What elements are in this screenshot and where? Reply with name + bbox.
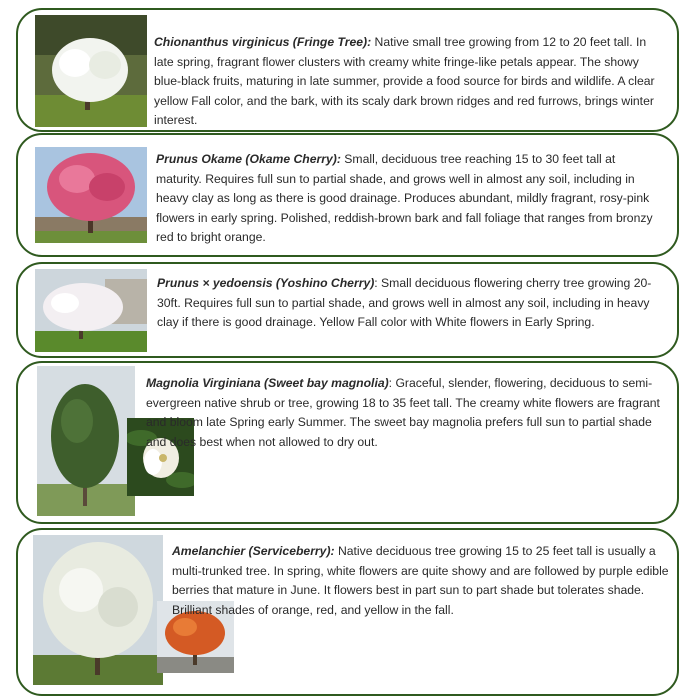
okame-cherry-description: Small, deciduous tree reaching 15 to 30 feet tall at maturity. Requires full sun to partial shade, and grows well in almost any soil, including in heavy clay as long as there is good drainage. Produces abundant, mildly fragrant, rosy-pink flowers in early spring. Polished, reddish-brown bark and fall foliage that ranges from bronzy red to bright orange.	[156, 152, 653, 244]
sweet-bay-magnolia-name: Magnolia Virginiana (Sweet bay magnolia)	[146, 376, 389, 390]
yoshino-cherry-description: : Small deciduous flowering cherry tree growing 20-30ft. Requires full sun to partial shade, and grows well in almost any soil, including in heavy clay if there is good drainage. Yellow Fall color with White flowers in Early Spring.	[157, 276, 652, 329]
fringe-tree-name: Chionanthus virginicus (Fringe Tree):	[154, 35, 372, 49]
yoshino-cherry-text	[157, 274, 657, 333]
okame-cherry-photo	[35, 147, 147, 243]
yoshino-cherry-name: Prunus × yedoensis (Yoshino Cherry)	[157, 276, 375, 290]
okame-cherry-name: Prunus Okame (Okame Cherry):	[156, 152, 341, 166]
yoshino-cherry-photo	[35, 269, 147, 352]
sweet-bay-magnolia-text	[146, 374, 666, 452]
sweet-bay-magnolia-photo	[37, 366, 135, 516]
fringe-tree-description: Native small tree growing from 12 to 20 feet tall. In late spring, fragrant flower clusters with creamy white fringe-like petals appear. The showy blue-black fruits, maturing in late summer, provide a food source for birds and wildlife. A clear yellow Fall color, and the bark, with its scaly dark brown ridges and red furrows, brings winter interest.	[154, 35, 655, 127]
serviceberry-text	[172, 542, 672, 620]
serviceberry-description: Native deciduous tree growing 15 to 25 feet tall is usually a multi-trunked tree. In spring, white flowers are quite showy and are followed by purple edible berries that mature in June. It flowers best in part sun to part shade but tolerates shade. Brilliant shades of orange, red, and yellow in the fall.	[172, 544, 669, 617]
serviceberry-photo	[33, 535, 163, 685]
fringe-tree-text	[154, 33, 666, 131]
fringe-tree-photo	[35, 15, 147, 127]
serviceberry-name: Amelanchier (Serviceberry):	[172, 544, 335, 558]
sweet-bay-magnolia-description: : Graceful, slender, flowering, deciduous to semi-evergreen native shrub or tree, growing 18 to 35 feet tall. The creamy white flowers are fragrant and bloom late Spring early Summer. The sweet bay magnolia prefers full sun to partial shade and does best when not allowed to dry out.	[146, 376, 660, 449]
okame-cherry-text	[156, 150, 664, 248]
